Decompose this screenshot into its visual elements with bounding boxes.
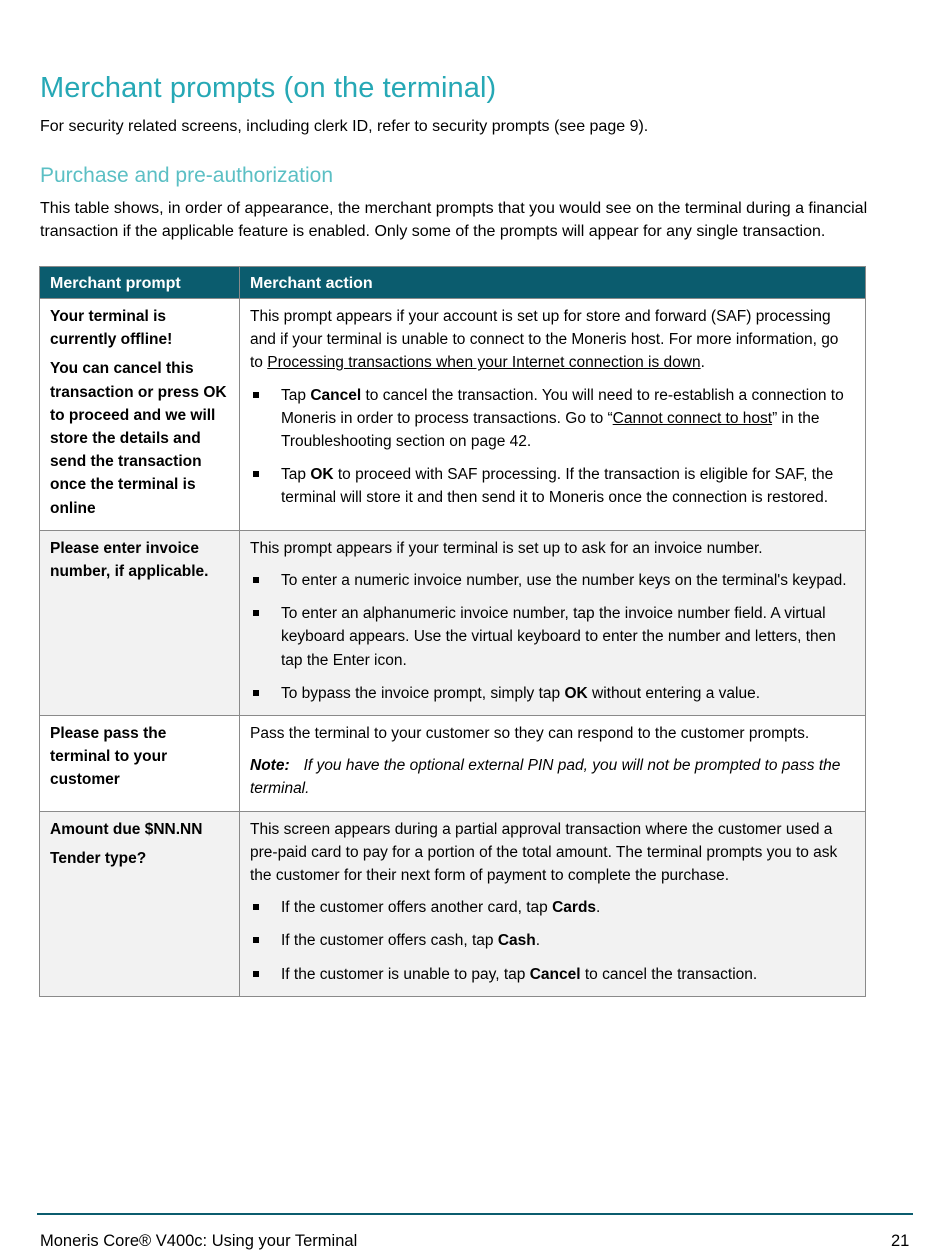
page-number: 21 [891,1232,910,1250]
bullet-text: To bypass the invoice prompt, simply tap [281,684,565,702]
footer-divider [37,1213,913,1215]
list-item [250,682,855,705]
note-label: Note: [250,757,290,775]
action-intro [250,305,855,375]
square-bullet-icon [253,937,259,943]
action-intro: This prompt appears if your terminal is set up to ask for an invoice number. [250,539,763,557]
bold-term: Cancel [529,965,581,983]
processing-offline-link[interactable]: Processing transactions when your Internet connection is down [267,354,701,372]
intro-text: For security related screens, including clerk ID, refer to security prompts (see page 9). [40,118,649,135]
bullet-text: to proceed with SAF processing. If the transaction is eligible for SAF, the terminal will store it and then send it to Moneris once the connection is restored. [281,466,834,507]
square-bullet-icon [253,690,259,696]
bullet-text: If the customer offers cash, tap [281,932,498,950]
prompt-line: Amount due $NN.NN [50,820,203,838]
prompt-cell [40,530,240,715]
action-cell [240,299,866,531]
square-bullet-icon [253,610,259,616]
square-bullet-icon [253,904,259,910]
bold-term: Cash [497,932,536,950]
bullet-text: Tap [281,386,311,404]
square-bullet-icon [253,392,259,398]
square-bullet-icon [253,971,259,977]
bullet-text: If the customer is unable to pay, tap [281,965,530,983]
action-cell [240,811,866,996]
note [250,754,855,800]
square-bullet-icon [253,577,259,583]
prompt-line: Please enter invoice number, if applicable. [50,539,209,581]
list-item [250,963,855,986]
bullet-text: to cancel the transaction. You will need to re-establish a connection to Moneris in order to process transactions. Go to “ [281,386,844,427]
note-text: If you have the optional external PIN pad, you will not be prompted to pass the terminal. [250,757,841,798]
list-item [250,569,855,592]
action-list [250,384,855,510]
table-row [40,299,866,531]
action-intro: Pass the terminal to your customer so they can respond to the customer prompts. [250,725,810,743]
bullet-text: Tap [281,466,311,484]
action-text: This prompt appears if your account is set up for store and forward (SAF) processing and if your terminal is unable to connect to the Moneris host. For more information, go to [250,308,839,372]
prompt-cell [40,811,240,996]
table-row [40,716,866,812]
prompt-line: Your terminal is currently offline! [50,308,173,349]
list-item [250,463,855,509]
action-cell [240,530,866,715]
bold-term: Cancel [310,386,362,404]
table-row [40,530,866,715]
bold-term: OK [310,466,334,484]
action-list [250,569,855,705]
list-item [250,384,855,454]
table-header-row [40,267,866,299]
column-header-prompt: Merchant prompt [40,267,240,299]
cannot-connect-link[interactable]: Cannot connect to host [612,409,773,427]
square-bullet-icon [253,471,259,477]
action-intro: This screen appears during a partial approval transaction where the customer used a pre-paid card to pay for a portion of the total amount. The terminal prompts you to ask the customer for their next form of payment to complete the purchase. [250,820,838,885]
section-description: This table shows, in order of appearance, the merchant prompts that you would see on the terminal during a financial transaction if the applicable feature is enabled. Only some of the prompts will appear for any single transaction. [40,200,868,240]
action-text: . [700,354,705,372]
table-row [40,811,866,996]
bold-term: Cards [552,899,597,917]
merchant-prompts-table [39,266,866,997]
bullet-text: ” in the Troubleshooting section on page 42. [281,409,820,451]
column-header-action: Merchant action [240,267,866,299]
bullet-text: without entering a value. [587,684,761,702]
list-item [250,602,855,672]
footer-title: Moneris Core® V400c: Using your Terminal [40,1232,358,1250]
prompt-cell [40,716,240,812]
list-item [250,896,855,919]
bullet-text: . [535,932,541,950]
section-title: Purchase and pre-authorization [40,164,334,187]
bold-term: OK [564,684,588,702]
bullet-text: To enter a numeric invoice number, use the number keys on the terminal's keypad. [281,572,847,590]
prompt-line: You can cancel this transaction or press OK to proceed and we will store the details and send the transaction once the terminal is online [50,360,227,517]
prompt-cell [40,299,240,531]
prompt-line: Tender type? [50,849,147,867]
bullet-text: To enter an alphanumeric invoice number, tap the invoice number field. A virtual keyboard appears. Use the virtual keyboard to enter the number and letters, then tap the Enter icon. [281,605,836,669]
action-list [250,896,855,986]
prompt-line: Please pass the terminal to your customer [50,725,168,789]
list-item [250,929,855,952]
bullet-text: If the customer offers another card, tap [281,899,553,917]
page-heading: Merchant prompts (on the terminal) [40,72,497,104]
bullet-text: to cancel the transaction. [580,965,758,983]
bullet-text: . [596,899,601,917]
action-cell [240,716,866,812]
